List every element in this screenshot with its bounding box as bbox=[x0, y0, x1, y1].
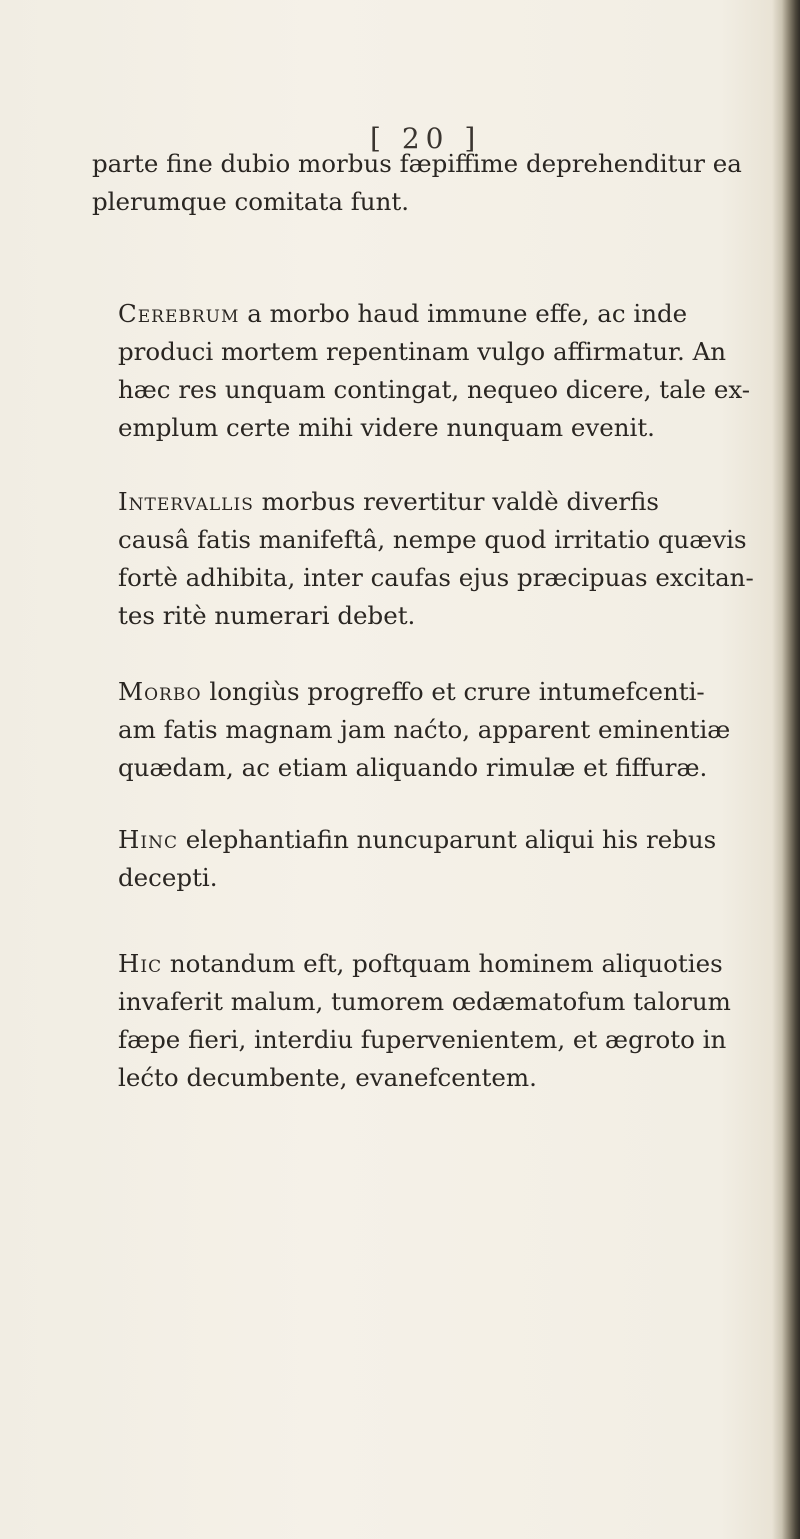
page-number: [ 20 ] bbox=[370, 122, 482, 155]
paragraph-5 bbox=[92, 821, 788, 897]
paragraph-text: longiùs progreffo et crure intumefcenti- am fatis magnam jam naćto, apparent eminentiæ quædam, ac etiam aliquando rimulæ et fiffuræ. bbox=[118, 677, 731, 782]
paragraph-text: elephantiafin nuncuparunt aliqui his rebus decepti. bbox=[118, 825, 717, 892]
paragraph-lead: Hinc bbox=[118, 825, 178, 854]
paragraph-3 bbox=[92, 483, 788, 635]
paragraph-lead: Intervallis bbox=[118, 487, 254, 516]
paragraph-lead: Cerebrum bbox=[118, 299, 240, 328]
paragraph-text: notandum eft, poftquam hominem aliquoties invaferit malum, tumorem œdæmatofum talorum fæpe fieri, interdiu fupervenientem, et ægroto in lećto decumbente, evanefcentem. bbox=[118, 949, 731, 1092]
paragraph-text: morbus revertitur valdè diverfis causâ fatis manifeftâ, nempe quod irritatio quævis fortè adhibita, inter caufas ejus præcipuas excitan- tes ritè numerari debet. bbox=[118, 487, 754, 630]
paragraph-4 bbox=[92, 673, 788, 787]
paragraph-1 bbox=[92, 145, 762, 221]
paragraph-text: a morbo haud immune effe, ac inde produci mortem repentinam vulgo affirmatur. An hæc res unquam contingat, nequeo dicere, tale ex- emplum certe mihi videre nunquam evenit. bbox=[118, 299, 750, 442]
paragraph-6 bbox=[92, 945, 788, 1097]
paragraph-2 bbox=[92, 295, 788, 447]
paragraph-text: parte fine dubio morbus fæpiffime deprehenditur ea plerumque comitata funt. bbox=[92, 149, 742, 216]
paragraph-lead: Hic bbox=[118, 949, 163, 978]
paragraph-lead: Morbo bbox=[118, 677, 202, 706]
